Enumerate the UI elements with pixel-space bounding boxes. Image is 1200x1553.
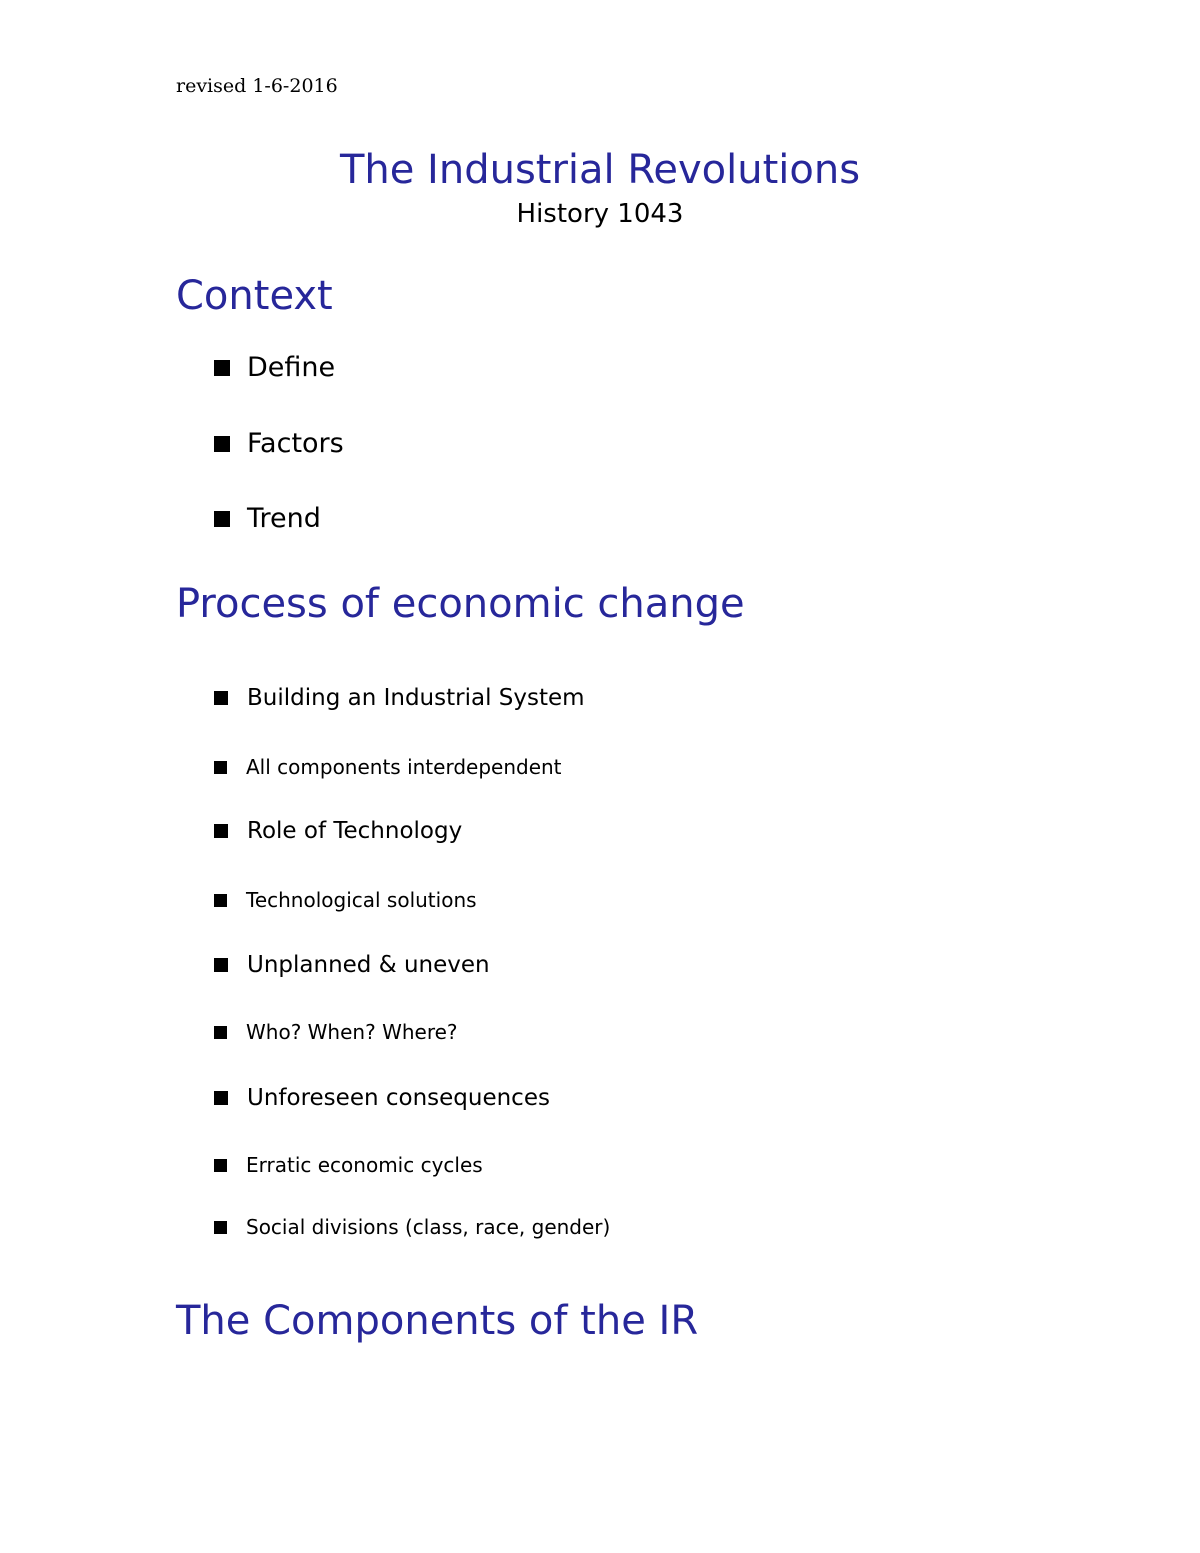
list-item-text: Unplanned & uneven	[247, 952, 490, 978]
list-item	[214, 501, 321, 537]
list-item-text: Technological solutions	[246, 888, 477, 912]
list-item-text: Factors	[247, 428, 344, 459]
list-item	[214, 350, 335, 386]
square-bullet-icon	[214, 691, 228, 705]
list-item	[214, 1212, 610, 1242]
list-item	[214, 815, 462, 847]
list-item-text: Erratic economic cycles	[246, 1153, 483, 1177]
list-item-text: Social divisions (class, race, gender)	[246, 1215, 611, 1239]
list-item-text: Unforeseen consequences	[247, 1085, 550, 1111]
section-heading-process: Process of economic change	[176, 581, 745, 627]
square-bullet-icon	[214, 436, 230, 452]
list-item	[214, 426, 344, 462]
square-bullet-icon	[214, 761, 227, 774]
square-bullet-icon	[214, 1159, 227, 1172]
list-item	[214, 1082, 550, 1114]
list-item-text: Trend	[247, 503, 321, 534]
square-bullet-icon	[214, 511, 230, 527]
section-heading-context: Context	[176, 273, 333, 319]
list-item	[214, 752, 562, 782]
list-item-text: All components interdependent	[246, 755, 562, 779]
square-bullet-icon	[214, 1026, 227, 1039]
list-item-text: Role of Technology	[247, 818, 463, 844]
page-title: The Industrial Revolutions	[339, 147, 861, 193]
list-item-text: Who? When? Where?	[246, 1020, 458, 1044]
square-bullet-icon	[214, 360, 230, 376]
revision-date: revised 1-6-2016	[176, 75, 338, 97]
square-bullet-icon	[214, 1091, 228, 1105]
list-item	[214, 1017, 458, 1047]
course-subtitle: History 1043	[516, 199, 684, 229]
square-bullet-icon	[214, 824, 228, 838]
square-bullet-icon	[214, 958, 228, 972]
list-item-text: Define	[247, 352, 336, 383]
list-item	[214, 885, 477, 915]
square-bullet-icon	[214, 894, 227, 907]
list-item	[214, 682, 585, 714]
list-item	[214, 1150, 483, 1180]
square-bullet-icon	[214, 1221, 227, 1234]
list-item	[214, 949, 490, 981]
list-item-text: Building an Industrial System	[247, 685, 585, 711]
section-heading-components: The Components of the IR	[176, 1298, 699, 1344]
